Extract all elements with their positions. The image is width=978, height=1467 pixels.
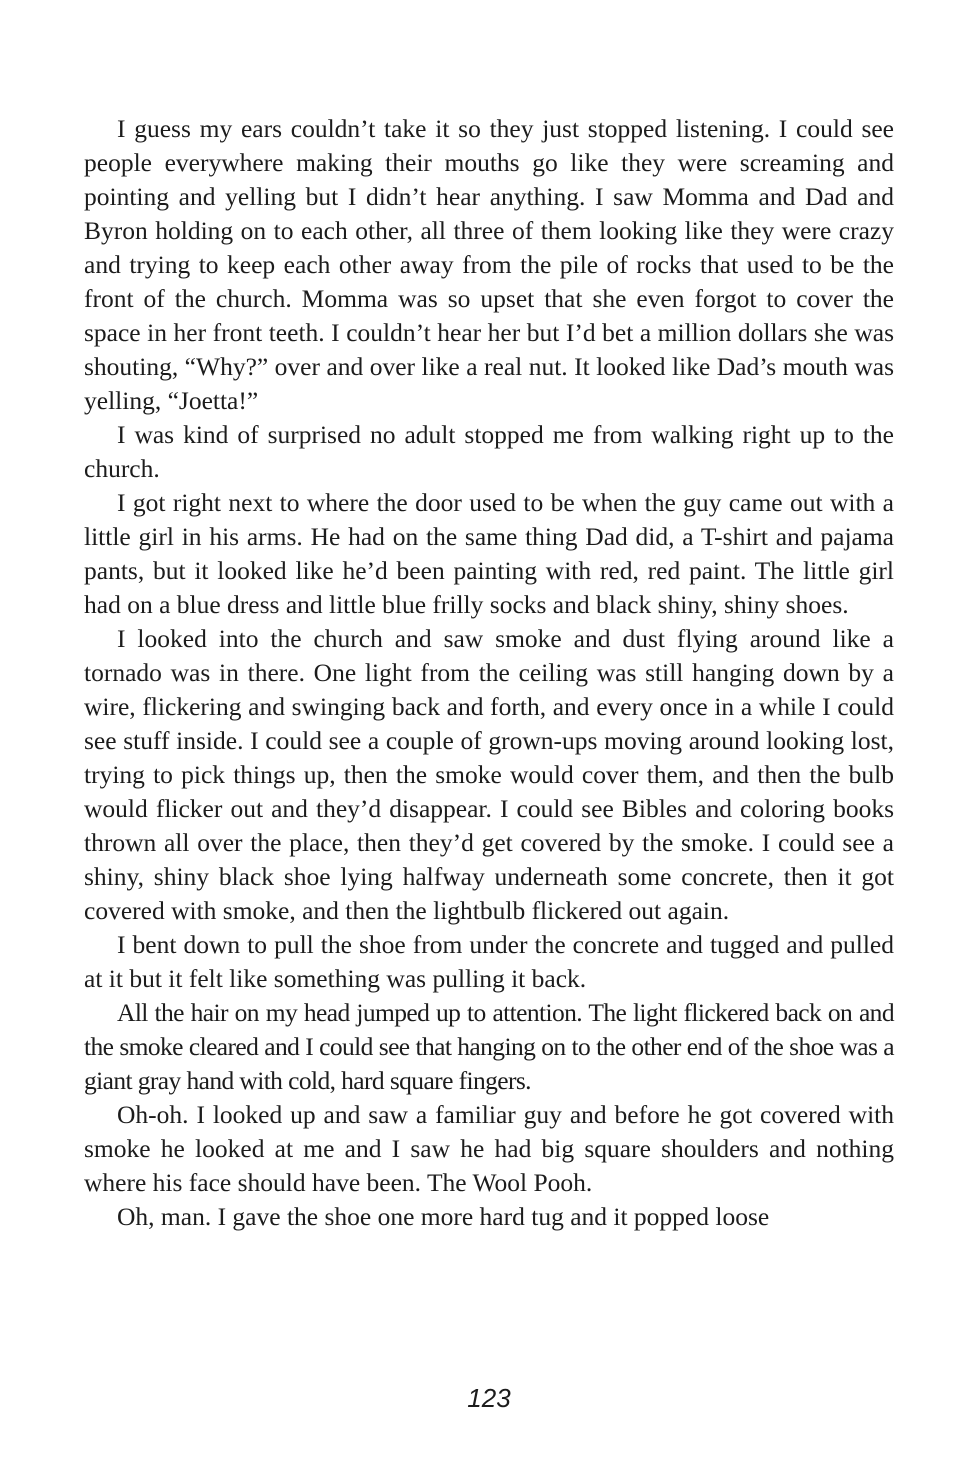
paragraph-5: I bent down to pull the shoe from under the concrete and tugged and pulled at it but it felt like something was pulling it back. <box>84 930 894 993</box>
paragraph-7: Oh-oh. I looked up and saw a familiar guy and before he got covered with smoke he looked at me and I saw he had big square shoulders and nothing where his face should have been. The Wool Pooh. <box>84 1100 894 1197</box>
paragraph-6: All the hair on my head jumped up to attention. The light flickered back on and the smoke cleared and I could see that hanging on to the other end of the shoe was a giant gray hand with cold, hard square fingers. <box>84 998 894 1095</box>
paragraph-4: I looked into the church and saw smoke and dust flying around like a tornado was in there. One light from the ceiling was still hanging down by a wire, flickering and swinging back and forth, and every once in a while I could see stuff inside. I could see a couple of grown-ups moving around looking lost, trying to pick things up, then the smoke would cover them, and then the bulb would flicker out and they’d disappear. I could see Bibles and coloring books thrown all over the place, then they’d get covered by the smoke. I could see a shiny, shiny black shoe lying halfway underneath some concrete, then it got covered with smoke, and then the lightbulb flickered out again. <box>84 624 894 925</box>
paragraph-3: I got right next to where the door used to be when the guy came out with a little girl in his arms. He had on the same thing Dad did, a T-shirt and pajama pants, but it looked like he’d been painting with red, red paint. The little girl had on a blue dress and little blue frilly socks and black shiny, shiny shoes. <box>84 488 894 619</box>
page-number: 123 <box>467 1383 511 1413</box>
book-page-text <box>84 112 894 1234</box>
paragraph-1: I guess my ears couldn’t take it so they just stopped listening. I could see people everywhere making their mouths go like they were screaming and pointing and yelling but I didn’t hear anything. I saw Momma and Dad and Byron holding on to each other, all three of them looking like they were crazy and trying to keep each other away from the pile of rocks that used to be the front of the church. Momma was so upset that she even forgot to cover the space in her front teeth. I couldn’t hear her but I’d bet a million dollars she was shouting, “Why?” over and over like a real nut. It looked like Dad’s mouth was yelling, “Joetta!” <box>84 114 894 415</box>
paragraph-2: I was kind of surprised no adult stopped me from walking right up to the church. <box>84 420 894 483</box>
paragraph-8: Oh, man. I gave the shoe one more hard tug and it popped loose <box>117 1202 770 1231</box>
